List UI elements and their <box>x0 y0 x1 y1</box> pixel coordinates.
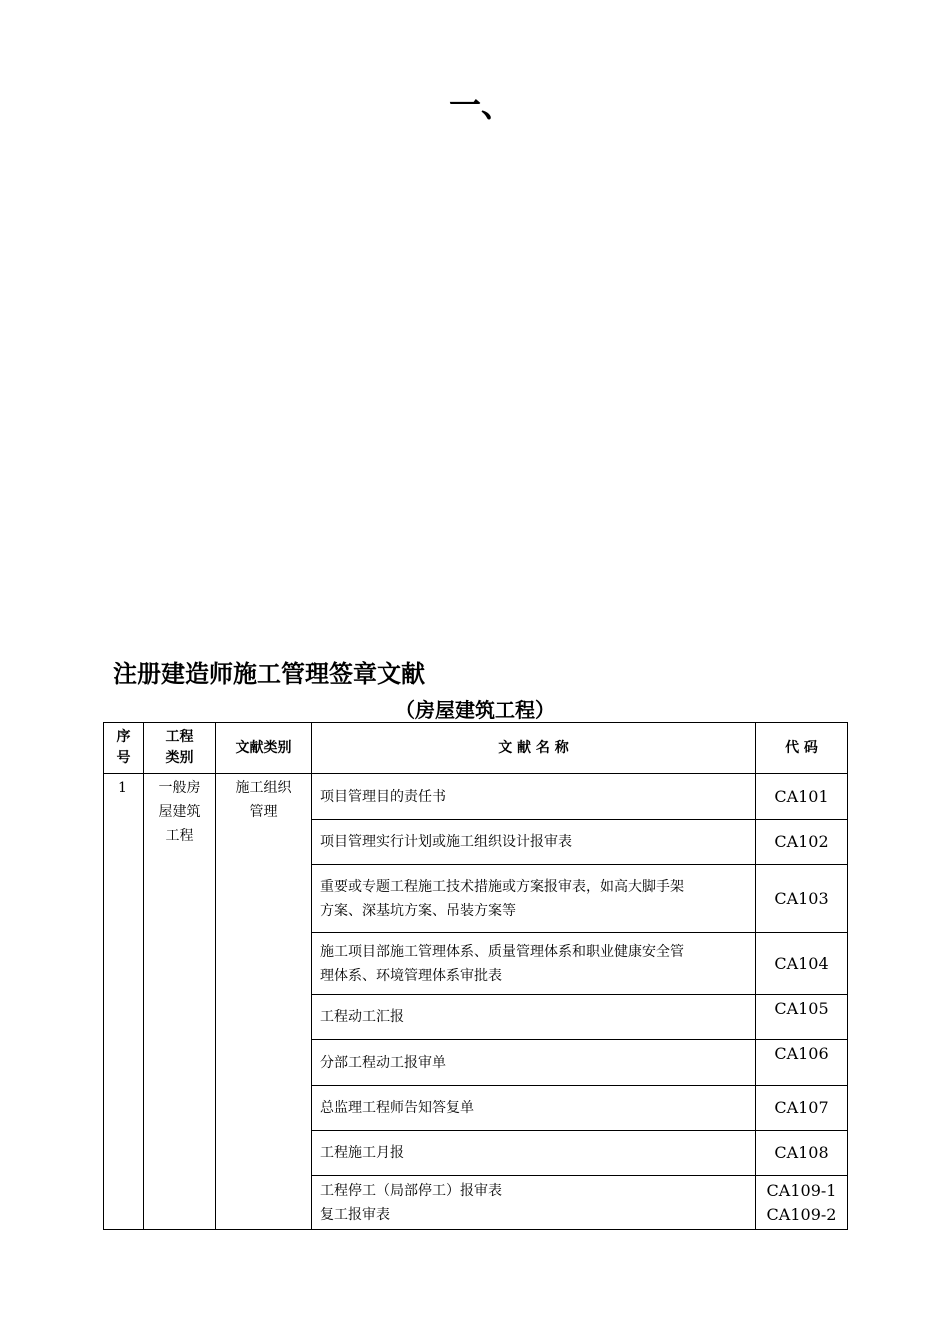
doc-code-cell: CA104 <box>756 933 848 995</box>
doc-code-cell: CA102 <box>756 820 848 865</box>
section-heading: 一、 <box>449 86 514 124</box>
doc-name-cell: 项目管理实行计划或施工组织设计报审表 <box>312 820 756 865</box>
header-doc-name: 文 献 名 称 <box>312 723 756 774</box>
group-doc-type: 施工组织 管理 <box>216 774 312 1230</box>
header-code: 代 码 <box>756 723 848 774</box>
group-seq: 1 <box>104 774 144 1230</box>
doc-code-cell: CA106 <box>756 1040 848 1086</box>
doc-name-cell: 工程动工汇报 <box>312 995 756 1040</box>
group-category: 一般房 屋建筑 工程 <box>144 774 216 1230</box>
doc-name-cell: 工程停工（局部停工）报审表 复工报审表 <box>312 1176 756 1230</box>
document-subtitle: （房屋建筑工程） <box>395 698 555 722</box>
doc-code-cell: CA109-1 CA109-2 <box>756 1176 848 1230</box>
header-doc-type: 文献类别 <box>216 723 312 774</box>
doc-name-cell: 重要或专题工程施工技术措施或方案报审表，如高大脚手架 方案、深基坑方案、吊装方案等 <box>312 865 756 933</box>
doc-code-cell: CA108 <box>756 1131 848 1176</box>
table-header-row <box>104 723 848 774</box>
doc-code-cell: CA103 <box>756 865 848 933</box>
doc-code-cell: CA105 <box>756 995 848 1040</box>
header-seq: 序 号 <box>104 723 144 774</box>
doc-name-cell: 项目管理目的责任书 <box>312 774 756 820</box>
doc-code-cell: CA101 <box>756 774 848 820</box>
doc-name-cell: 工程施工月报 <box>312 1131 756 1176</box>
table-row <box>104 774 848 820</box>
doc-name-cell: 分部工程动工报审单 <box>312 1040 756 1086</box>
doc-name-cell: 总监理工程师告知答复单 <box>312 1086 756 1131</box>
document-title: 注册建造师施工管理签章文献 <box>113 660 425 688</box>
signature-documents-table <box>103 722 848 1230</box>
doc-code-cell: CA107 <box>756 1086 848 1131</box>
doc-name-cell: 施工项目部施工管理体系、质量管理体系和职业健康安全管 理体系、环境管理体系审批表 <box>312 933 756 995</box>
header-category: 工程 类别 <box>144 723 216 774</box>
